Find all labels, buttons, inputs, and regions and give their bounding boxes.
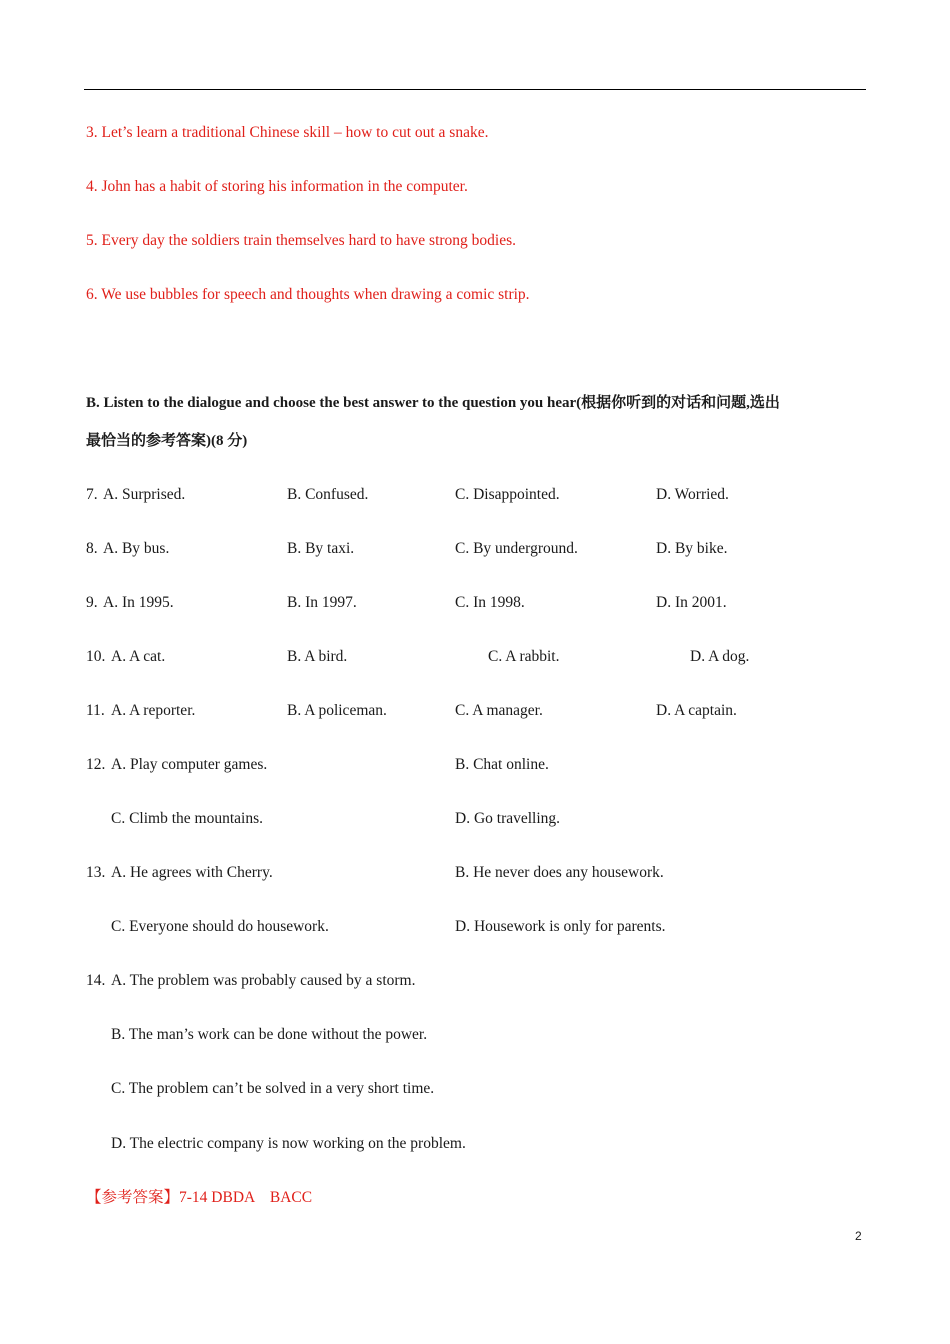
option-d: D. Housework is only for parents. xyxy=(455,918,666,935)
answer-line-6: 6. We use bubbles for speech and thoughts when drawing a comic strip. xyxy=(86,286,530,303)
answer-key: 【参考答案】7-14 DBDA BACC xyxy=(86,1189,313,1206)
answer-line-4: 4. John has a habit of storing his information in the computer. xyxy=(86,178,468,195)
question-number: 8. xyxy=(86,540,98,557)
option-a: A. The problem was probably caused by a storm. xyxy=(111,972,416,989)
question-number: 10. xyxy=(86,648,106,665)
option-c: C. Everyone should do housework. xyxy=(111,918,329,935)
option-c: C. Climb the mountains. xyxy=(111,810,263,827)
option-c: C. A manager. xyxy=(455,702,543,719)
option-b: B. By taxi. xyxy=(287,540,355,557)
question-number: 9. xyxy=(86,594,98,611)
option-b: B. In 1997. xyxy=(287,594,357,611)
option-a: A. Play computer games. xyxy=(111,756,268,773)
question-number: 14. xyxy=(86,972,106,989)
option-c: C. In 1998. xyxy=(455,594,525,611)
option-a: A. By bus. xyxy=(103,540,170,557)
option-b: B. The man’s work can be done without the power. xyxy=(111,1026,428,1043)
option-d: D. Worried. xyxy=(656,486,729,503)
option-c: C. A rabbit. xyxy=(488,648,560,665)
option-c: C. The problem can’t be solved in a very short time. xyxy=(111,1080,435,1097)
question-number: 11. xyxy=(86,702,105,719)
option-a: A. He agrees with Cherry. xyxy=(111,864,273,881)
option-a: A. A reporter. xyxy=(111,702,196,719)
option-d: D. The electric company is now working on the problem. xyxy=(111,1135,466,1152)
section-b-heading-cont: 最恰当的参考答案)(8 分) xyxy=(86,433,248,449)
option-c: C. By underground. xyxy=(455,540,578,557)
option-d: D. In 2001. xyxy=(656,594,727,611)
option-b: B. Chat online. xyxy=(455,756,549,773)
option-b: B. A policeman. xyxy=(287,702,387,719)
section-b-heading: B. Listen to the dialogue and choose the best answer to the question you hear(根据你听到的对话和问题,选出 xyxy=(86,395,780,411)
option-b: B. Confused. xyxy=(287,486,369,503)
option-c: C. Disappointed. xyxy=(455,486,560,503)
header-rule xyxy=(84,89,866,90)
option-d: D. A dog. xyxy=(690,648,750,665)
question-number: 7. xyxy=(86,486,98,503)
option-d: D. By bike. xyxy=(656,540,728,557)
option-a: A. A cat. xyxy=(111,648,166,665)
question-number: 12. xyxy=(86,756,106,773)
option-b: B. A bird. xyxy=(287,648,348,665)
option-b: B. He never does any housework. xyxy=(455,864,664,881)
option-a: A. Surprised. xyxy=(103,486,186,503)
option-d: D. A captain. xyxy=(656,702,737,719)
question-number: 13. xyxy=(86,864,106,881)
page-number: 2 xyxy=(855,1229,862,1243)
answer-line-5: 5. Every day the soldiers train themselves hard to have strong bodies. xyxy=(86,232,517,249)
answer-line-3: 3. Let’s learn a traditional Chinese skill – how to cut out a snake. xyxy=(86,124,489,141)
option-d: D. Go travelling. xyxy=(455,810,561,827)
option-a: A. In 1995. xyxy=(103,594,174,611)
